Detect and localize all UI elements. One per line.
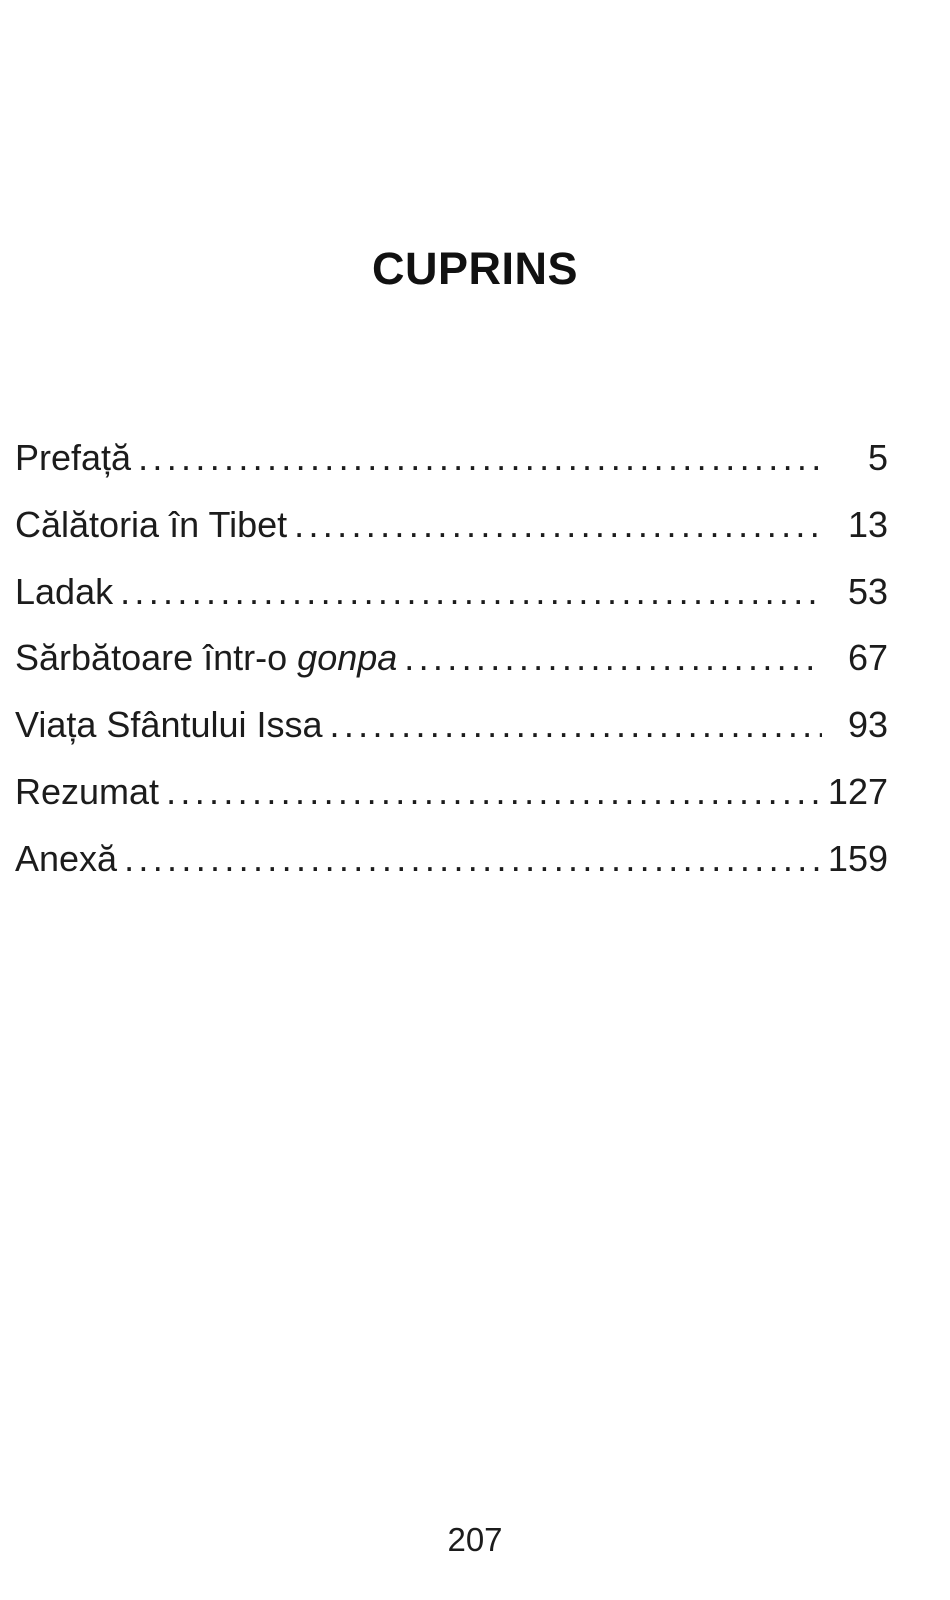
toc-entry-page-number: 67: [847, 637, 888, 679]
toc-entry-label: Sărbătoare într-o gonpa: [15, 637, 398, 679]
toc-leader-dots: [131, 437, 822, 479]
toc-leader-dots: [113, 571, 822, 613]
toc-leader-dots: [117, 838, 822, 880]
toc-entry: [15, 637, 888, 704]
toc-entry: [15, 571, 888, 638]
toc-entry-label-italic: gonpa: [297, 637, 398, 679]
toc-entry: [15, 504, 888, 571]
toc-entry-label: Anexă: [15, 837, 118, 879]
toc-entry-label: Călătoria în Tibet: [15, 503, 288, 545]
folio-page-number: 207: [447, 1521, 503, 1558]
toc-entry-page-number: 93: [847, 704, 888, 746]
toc-entry-label: Ladak: [15, 570, 114, 612]
toc-leader-dots: [397, 637, 822, 679]
toc-entry-page-number: 159: [827, 837, 888, 879]
toc-entry-page-number: 53: [847, 570, 888, 612]
toc-entry-label: Viața Sfântului Issa: [15, 704, 323, 746]
toc-entry: [15, 771, 888, 838]
toc-entry-label: Prefață: [15, 437, 132, 478]
toc-entry-page-number: 127: [827, 770, 888, 812]
toc-entry-label: Rezumat: [15, 770, 160, 812]
page-title: CUPRINS: [371, 243, 579, 294]
toc-entry-page-number: 5: [867, 437, 888, 478]
toc-leader-dots: [323, 704, 822, 746]
toc-entry: [15, 437, 888, 504]
toc-entry: [15, 838, 888, 905]
toc-entry-page-number: 13: [847, 503, 888, 545]
toc-leader-dots: [159, 771, 822, 813]
toc-leader-dots: [287, 504, 822, 546]
toc-entry: [15, 704, 888, 771]
toc-list: [15, 437, 888, 905]
